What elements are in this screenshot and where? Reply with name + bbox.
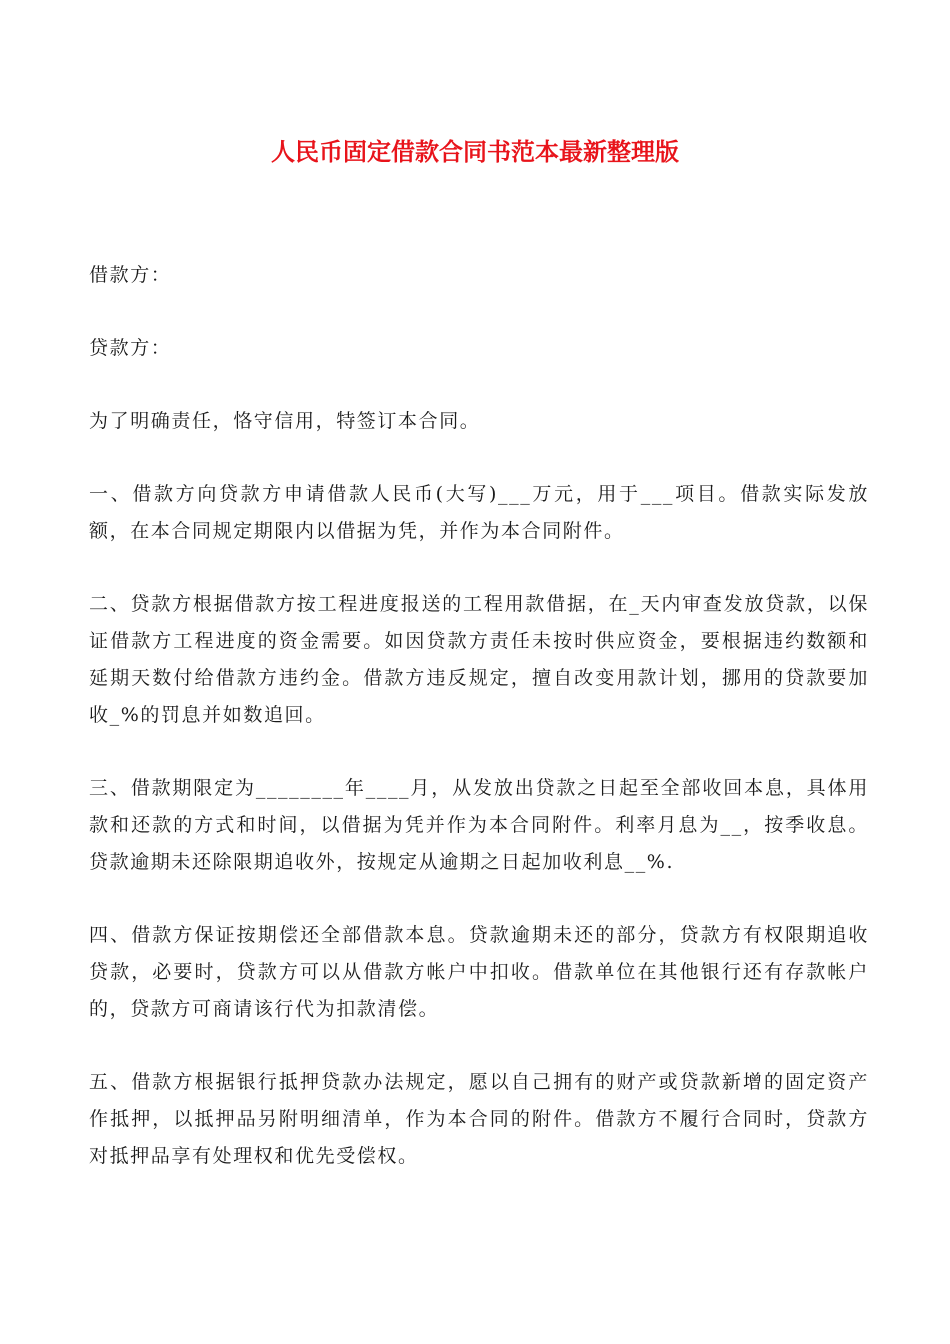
document-body bbox=[89, 257, 869, 1211]
paragraph-clause-2: 二、贷款方根据借款方按工程进度报送的工程用款借据，在_天内审查发放贷款，以保证借款方工程进度的资金需要。如因贷款方责任未按时供应资金，要根据违约数额和延期天数付给借款方违约金。借款方违反规定，擅自改变用款计划，挪用的贷款要加收_%的罚息并如数追回。 bbox=[89, 593, 869, 726]
paragraph-clause-3: 三、借款期限定为________年____月，从发放出贷款之日起至全部收回本息，具体用款和还款的方式和时间，以借据为凭并作为本合同附件。利率月息为__，按季收息。贷款逾期未还除限期追收外，按规定从逾期之日起加收利息__%. bbox=[89, 777, 869, 873]
paragraph-borrower: 借款方： bbox=[89, 264, 172, 286]
paragraph-clause-5: 五、借款方根据银行抵押贷款办法规定，愿以自己拥有的财产或贷款新增的固定资产作抵押，以抵押品另附明细清单，作为本合同的附件。借款方不履行合同时，贷款方对抵押品享有处理权和优先受偿权。 bbox=[89, 1071, 869, 1167]
paragraph-preamble: 为了明确责任，恪守信用，特签订本合同。 bbox=[89, 410, 481, 432]
paragraph-clause-4: 四、借款方保证按期偿还全部借款本息。贷款逾期未还的部分，贷款方有权限期追收贷款，必要时，贷款方可以从借款方帐户中扣收。借款单位在其他银行还有存款帐户的，贷款方可商请该行代为扣款清偿。 bbox=[89, 924, 869, 1020]
document-title: 人民币固定借款合同书范本最新整理版 bbox=[271, 138, 679, 166]
paragraph-clause-1: 一、借款方向贷款方申请借款人民币(大写)___万元，用于___项目。借款实际发放额，在本合同规定期限内以借据为凭，并作为本合同附件。 bbox=[89, 483, 869, 542]
paragraph-lender: 贷款方： bbox=[89, 337, 172, 359]
